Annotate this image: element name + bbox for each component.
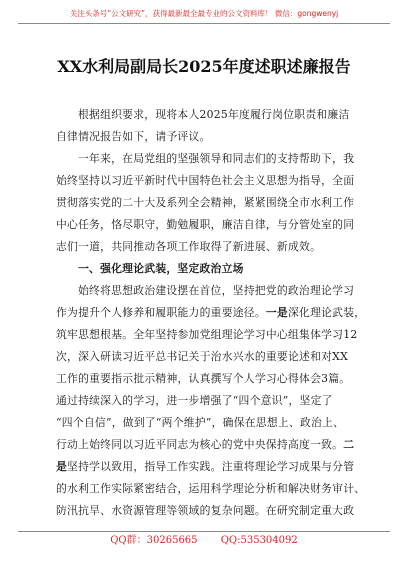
- footer-qq-group: QQ群：30265665: [110, 535, 198, 546]
- paragraph-line: 的水利工作实际紧密结合，运用科学理论分析和解决财务审计、: [56, 482, 366, 495]
- header-banner: 关注头条号“公文研究”，获得最新最全最专业的公文资料库！ 微信：gongwenyj: [69, 9, 339, 18]
- paragraph-line: 始终将思想政治建设摆在首位，坚持把党的政治理论学习: [78, 284, 355, 297]
- paragraph-line: 通过持续深入的学习，进一步增强了“四个意识”，坚定了: [56, 394, 333, 407]
- paragraph-line: 自律情况报告如下，请予评议。: [56, 130, 211, 143]
- paragraph-line: 次，深入研读习近平总书记关于治水兴水的重要论述和对XX: [56, 350, 349, 363]
- point-marker: 二: [343, 438, 355, 451]
- paragraph-text: 作为提升个人修养和履职能力的重要途径。: [56, 306, 266, 319]
- paragraph-line: 志们一道，共同推动各项工作取得了新进展、新成效。: [56, 240, 322, 253]
- paragraph-line: [56, 434, 356, 456]
- point-marker: 是: [56, 460, 68, 473]
- paragraph-line: 一年来，在局党组的坚强领导和同志们的支持帮助下，我: [78, 152, 355, 165]
- paragraph-line: 贯彻落实党的二十大及系列全会精神，紧紧围绕全市水利工作: [56, 196, 355, 209]
- footer: [0, 534, 408, 548]
- header-divider: [18, 23, 390, 24]
- document-body: [56, 104, 366, 522]
- section-heading: 一、强化理论武装，坚定政治立场: [78, 262, 244, 275]
- paragraph-text: 坚持学以致用，指导工作实践。注重将理论学习成果与分管: [67, 460, 355, 473]
- document-title: XX水利局副局长2025年度述职述廉报告: [57, 57, 351, 76]
- paragraph-line: 筑牢思想根基。全年坚持参加党组理论学习中心组集体学习12: [56, 328, 358, 341]
- footer-qq: QQ:535304092: [220, 535, 298, 546]
- paragraph-line: 工作的重要指示批示精神，认真撰写个人学习心得体会3篇。: [56, 372, 351, 385]
- paragraph-line: 根据组织要求，现将本人2025年度履行岗位职责和廉洁: [78, 108, 350, 121]
- point-marker: 一是: [265, 306, 288, 319]
- paragraph-line: 始终坚持以习近平新时代中国特色社会主义思想为指导，全面: [56, 174, 355, 187]
- paragraph-line: 中心任务，恪尽职守，勤勉履职，廉洁自律，与分管处室的同: [56, 218, 355, 231]
- paragraph-text: 行动上始终同以习近平同志为核心的党中央保持高度一致。: [56, 438, 344, 451]
- paragraph-line: “四个自信”，做到了“两个维护”，确保在思想上、政治上、: [56, 416, 345, 429]
- paragraph-line: [56, 456, 356, 478]
- paragraph-line: 防汛抗旱、水资源管理等领域的复杂问题。在研究制定重大政: [56, 504, 355, 517]
- footer-divider: [18, 531, 390, 532]
- paragraph-text: 深化理论武装，: [287, 306, 366, 319]
- paragraph-line: [56, 302, 366, 324]
